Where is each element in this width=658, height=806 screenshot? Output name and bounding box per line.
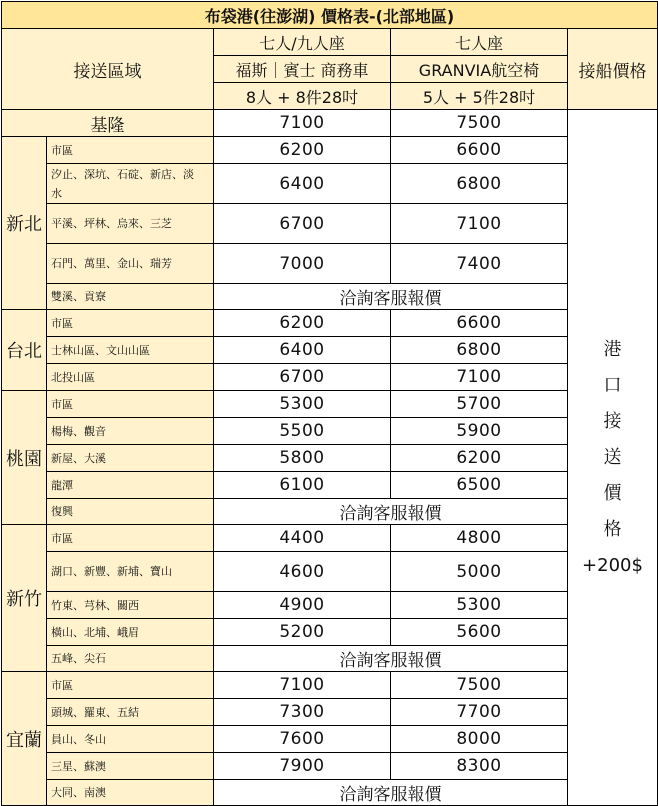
inquire-price: 洽詢客服報價 (214, 284, 568, 310)
port-note-char: 港 (603, 338, 622, 360)
sub-area: 市區 (47, 672, 214, 699)
inquire-price: 洽詢客服報價 (214, 646, 568, 672)
price-col2: 5900 (391, 418, 568, 445)
port-transfer-note (568, 110, 658, 806)
table-row (2, 672, 658, 699)
table-row (2, 646, 658, 672)
price-col1: 6400 (214, 337, 391, 364)
table-row (2, 619, 658, 646)
price-col2: 7500 (391, 672, 568, 699)
price-col2: 7700 (391, 699, 568, 726)
table-row (2, 137, 658, 164)
table-row (2, 164, 658, 204)
table-row (2, 310, 658, 337)
col2-type: 七人座 (391, 29, 568, 56)
port-note-char: 送 (603, 446, 622, 468)
table-row (2, 472, 658, 499)
zone-name: 新北 (2, 137, 47, 310)
table-row (2, 753, 658, 780)
price-col1: 6100 (214, 472, 391, 499)
price-col2: 7500 (391, 110, 568, 137)
price-col1: 7300 (214, 699, 391, 726)
price-col2: 6800 (391, 337, 568, 364)
table-row (2, 525, 658, 552)
price-col1: 5200 (214, 619, 391, 646)
col1-capacity: 8人 + 8件28吋 (214, 83, 391, 110)
sub-area: 市區 (47, 310, 214, 337)
sub-area: 橫山、北埔、峨眉 (47, 619, 214, 646)
price-col2: 6800 (391, 164, 568, 204)
price-col1: 7100 (214, 672, 391, 699)
price-col2: 7100 (391, 364, 568, 391)
sub-area: 北投山區 (47, 364, 214, 391)
sub-area: 湖口、新豐、新埔、寶山 (47, 552, 214, 592)
sub-area: 竹東、芎林、關西 (47, 592, 214, 619)
table-row (2, 284, 658, 310)
price-col1: 5800 (214, 445, 391, 472)
price-col2: 6600 (391, 137, 568, 164)
price-col1: 7100 (214, 110, 391, 137)
sub-area: 龍潭 (47, 472, 214, 499)
price-col1: 5500 (214, 418, 391, 445)
price-col2: 6500 (391, 472, 568, 499)
table-row (2, 780, 658, 806)
table-row (2, 244, 658, 284)
price-col2: 5300 (391, 592, 568, 619)
zone-name: 桃園 (2, 391, 47, 525)
sub-area: 新屋、大溪 (47, 445, 214, 472)
price-col1: 5300 (214, 391, 391, 418)
price-col1: 7000 (214, 244, 391, 284)
table-row (2, 364, 658, 391)
sub-area: 五峰、尖石 (47, 646, 214, 672)
port-note-char: 價 (603, 482, 622, 504)
sub-area: 士林山區、文山山區 (47, 337, 214, 364)
col2-capacity: 5人 + 5件28吋 (391, 83, 568, 110)
table-row (2, 726, 658, 753)
sub-area: 頭城、羅東、五結 (47, 699, 214, 726)
port-note-surcharge: +200$ (582, 554, 643, 576)
table-row (2, 418, 658, 445)
price-col1: 7600 (214, 726, 391, 753)
zone-name: 新竹 (2, 525, 47, 672)
port-note-char: 格 (603, 518, 622, 540)
price-col1: 4900 (214, 592, 391, 619)
table-row (2, 552, 658, 592)
price-col1: 4400 (214, 525, 391, 552)
price-col2: 5700 (391, 391, 568, 418)
zone-name: 宜蘭 (2, 672, 47, 806)
zone-name: 台北 (2, 310, 47, 391)
zone-keelung: 基隆 (2, 110, 214, 137)
price-col2: 7400 (391, 244, 568, 284)
price-table (1, 1, 658, 806)
table-row (2, 337, 658, 364)
table-row-keelung (2, 110, 658, 137)
sub-area: 市區 (47, 391, 214, 418)
price-col1: 6200 (214, 310, 391, 337)
sub-area: 市區 (47, 525, 214, 552)
col1-type: 七人/九人座 (214, 29, 391, 56)
sub-area: 復興 (47, 499, 214, 525)
price-col1: 6700 (214, 204, 391, 244)
sub-area: 楊梅、觀音 (47, 418, 214, 445)
sub-area: 三星、蘇澳 (47, 753, 214, 780)
price-col1: 6400 (214, 164, 391, 204)
table-row (2, 391, 658, 418)
inquire-price: 洽詢客服報價 (214, 499, 568, 525)
price-col2: 7100 (391, 204, 568, 244)
price-col1: 6200 (214, 137, 391, 164)
port-note-char: 接 (603, 410, 622, 432)
price-col2: 6200 (391, 445, 568, 472)
sub-area: 市區 (47, 137, 214, 164)
sub-area: 大同、南澳 (47, 780, 214, 806)
table-row (2, 499, 658, 525)
price-col2: 4800 (391, 525, 568, 552)
table-title: 布袋港(往澎湖) 價格表-(北部地區) (2, 2, 658, 29)
price-col1: 4600 (214, 552, 391, 592)
price-col2: 8000 (391, 726, 568, 753)
sub-area: 雙溪、貢寮 (47, 284, 214, 310)
price-col1: 7900 (214, 753, 391, 780)
price-col2: 5600 (391, 619, 568, 646)
col1-model: 福斯｜賓士 商務車 (214, 56, 391, 83)
table-row (2, 699, 658, 726)
table-row (2, 592, 658, 619)
area-header: 接送區域 (2, 29, 214, 110)
sub-area: 石門、萬里、金山、瑞芳 (47, 244, 214, 284)
table-row (2, 204, 658, 244)
col2-model: GRANVIA航空椅 (391, 56, 568, 83)
sub-area: 汐止、深坑、石碇、新店、淡水 (47, 164, 214, 204)
sub-area: 平溪、坪林、烏來、三芝 (47, 204, 214, 244)
price-col2: 5000 (391, 552, 568, 592)
price-col2: 8300 (391, 753, 568, 780)
price-col1: 6700 (214, 364, 391, 391)
port-note-char: 口 (603, 374, 622, 396)
table-row (2, 445, 658, 472)
price-col2: 6600 (391, 310, 568, 337)
pickup-price-header: 接船價格 (568, 29, 658, 110)
inquire-price: 洽詢客服報價 (214, 780, 568, 806)
sub-area: 員山、冬山 (47, 726, 214, 753)
